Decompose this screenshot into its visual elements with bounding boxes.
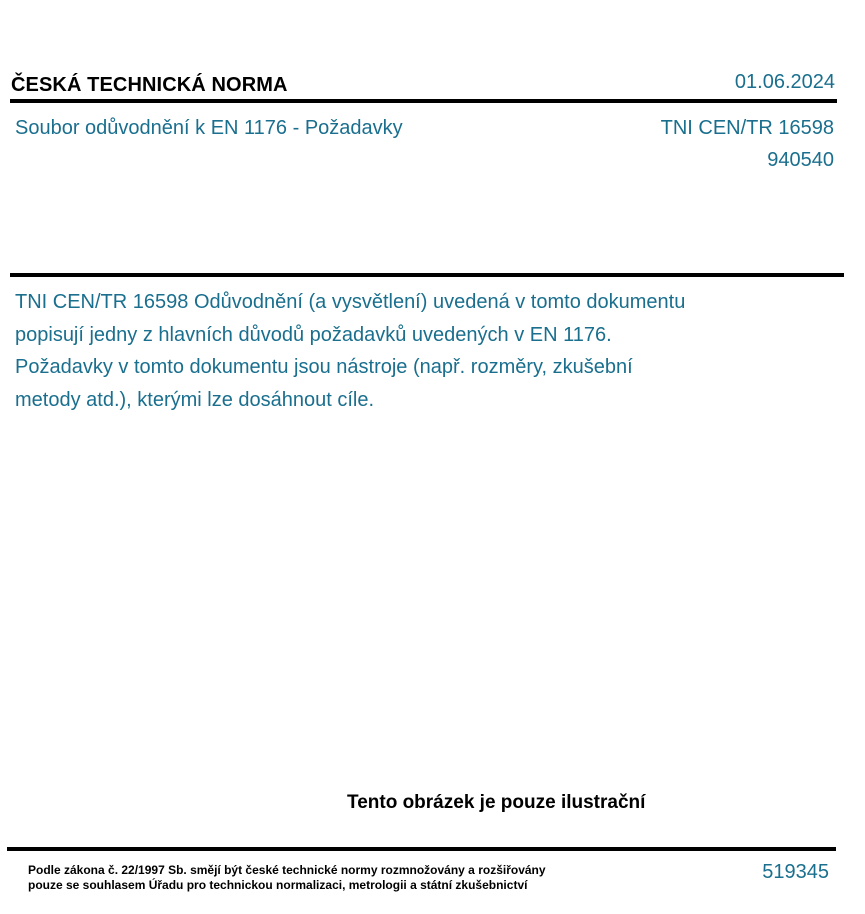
abstract-line: TNI CEN/TR 16598 Odůvodnění (a vysvětlení) uvedená v tomto dokumentu [15, 291, 686, 313]
standard-code: TNI CEN/TR 16598 [660, 117, 834, 139]
header-divider [10, 99, 837, 103]
norm-type-heading: ČESKÁ TECHNICKÁ NORMA [11, 74, 288, 96]
title-divider [10, 273, 844, 277]
abstract-text [15, 286, 775, 416]
abstract-line: Požadavky v tomto dokumentu jsou nástroje (např. rozměry, zkušební [15, 356, 633, 378]
classification-code: 940540 [767, 149, 834, 171]
illustration-notice: Tento obrázek je pouze ilustrační [347, 792, 646, 813]
abstract-line: metody atd.), kterými lze dosáhnout cíle. [15, 388, 375, 411]
abstract-line: popisují jedny z hlavních důvodů požadavků uvedených v EN 1176. [15, 323, 612, 346]
legal-line: pouze se souhlasem Úřadu pro technickou normalizaci, metrologii a státní zkušebnictví [28, 878, 528, 892]
publication-date: 01.06.2024 [734, 71, 835, 93]
legal-notice [28, 863, 546, 893]
document-subtitle: Soubor odůvodnění k EN 1176 - Požadavky [15, 117, 403, 139]
legal-line: Podle zákona č. 22/1997 Sb. smějí být české technické normy rozmnožovány a rozšiřovány [28, 863, 546, 877]
document-number: 519345 [762, 861, 829, 883]
footer-divider [7, 847, 836, 851]
